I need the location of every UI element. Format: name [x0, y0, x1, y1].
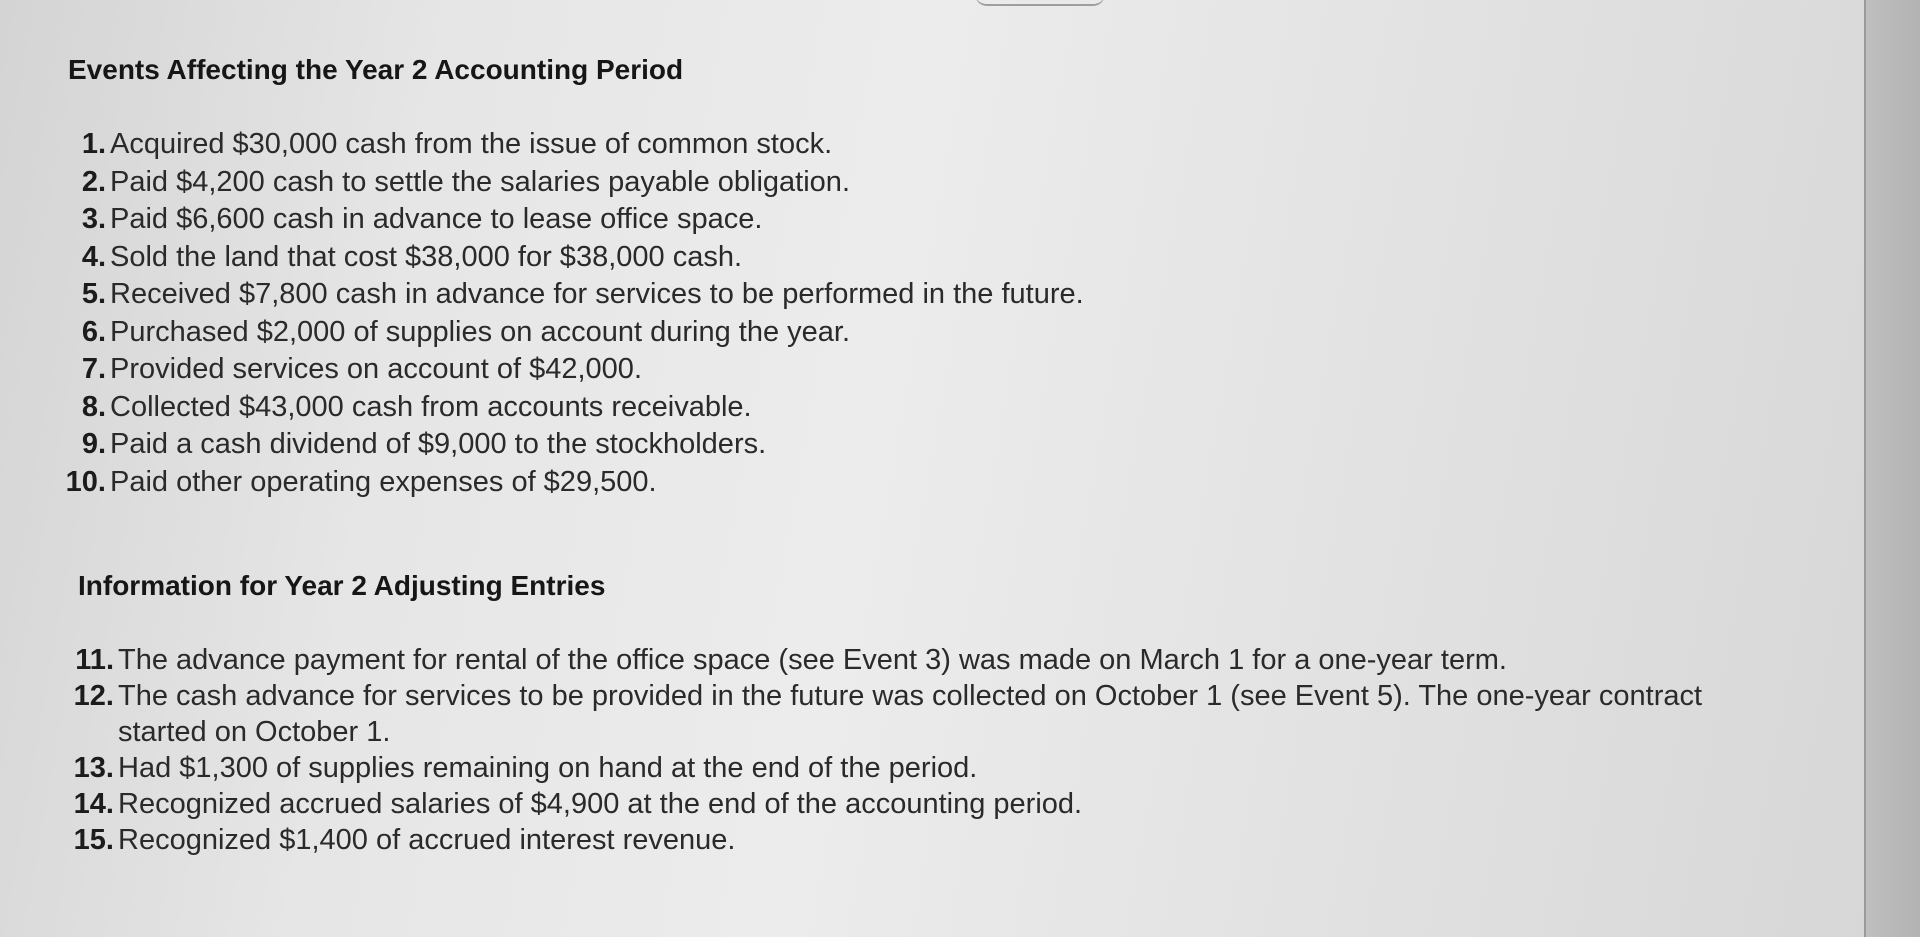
- item-text: The cash advance for services to be provided in the future was collected on October 1 (see Event 5). The one-year contract started on October 1.: [118, 680, 1703, 748]
- list-item: [60, 276, 1084, 314]
- item-number: 14.: [73, 788, 114, 820]
- item-text: Provided services on account of $42,000.: [110, 353, 642, 385]
- list-item: [60, 201, 1084, 239]
- list-item: [68, 750, 1718, 786]
- item-number: 9.: [81, 428, 106, 460]
- list-item: [60, 389, 1084, 427]
- item-number: 15.: [73, 824, 114, 856]
- item-text: Sold the land that cost $38,000 for $38,000 cash.: [110, 240, 743, 273]
- screen-edge: [1864, 0, 1920, 937]
- list-item: [60, 314, 1084, 352]
- list-item: [60, 126, 1084, 164]
- item-text: The advance payment for rental of the office space (see Event 3) was made on March 1 for a one-year term.: [118, 644, 1507, 676]
- item-number: 12.: [73, 680, 114, 712]
- list-item: [60, 351, 1084, 389]
- item-text: Had $1,300 of supplies remaining on hand at the end of the period.: [118, 752, 978, 784]
- item-text: Paid $4,200 cash to settle the salaries payable obligation.: [110, 165, 850, 198]
- item-text: Paid other operating expenses of $29,500.: [110, 465, 657, 498]
- item-number: 4.: [81, 240, 106, 273]
- list-item: [68, 786, 1718, 822]
- item-number: 6.: [81, 315, 106, 348]
- item-number: 3.: [81, 203, 106, 235]
- item-text: Recognized $1,400 of accrued interest revenue.: [118, 824, 736, 856]
- item-text: Acquired $30,000 cash from the issue of common stock.: [110, 128, 833, 160]
- item-text: Paid $6,600 cash in advance to lease office space.: [110, 203, 763, 235]
- item-number: 1.: [81, 128, 106, 160]
- item-number: 2.: [81, 165, 106, 198]
- item-text: Received $7,800 cash in advance for services to be performed in the future.: [110, 278, 1084, 310]
- events-list: [60, 126, 1084, 501]
- item-text: Recognized accrued salaries of $4,900 at the end of the accounting period.: [118, 788, 1083, 820]
- list-item: [68, 678, 1718, 750]
- list-item: [68, 642, 1718, 678]
- item-text: Purchased $2,000 of supplies on account during the year.: [110, 315, 851, 348]
- list-item: [60, 164, 1084, 202]
- item-number: 8.: [81, 390, 106, 423]
- item-text: Collected $43,000 cash from accounts receivable.: [110, 390, 752, 423]
- item-number: 7.: [81, 353, 106, 385]
- item-number: 13.: [73, 752, 114, 784]
- list-item: [60, 239, 1084, 277]
- adjusting-list: [68, 642, 1718, 858]
- list-item: [60, 426, 1084, 464]
- list-item: [60, 464, 1084, 502]
- item-text: Paid a cash dividend of $9,000 to the stockholders.: [110, 428, 767, 460]
- events-heading: Events Affecting the Year 2 Accounting Period: [68, 54, 684, 85]
- item-number: 5.: [81, 278, 106, 310]
- list-item: [68, 822, 1718, 858]
- item-number: 11.: [75, 644, 114, 676]
- item-number: 10.: [65, 465, 106, 498]
- adjusting-heading: Information for Year 2 Adjusting Entries: [78, 570, 606, 601]
